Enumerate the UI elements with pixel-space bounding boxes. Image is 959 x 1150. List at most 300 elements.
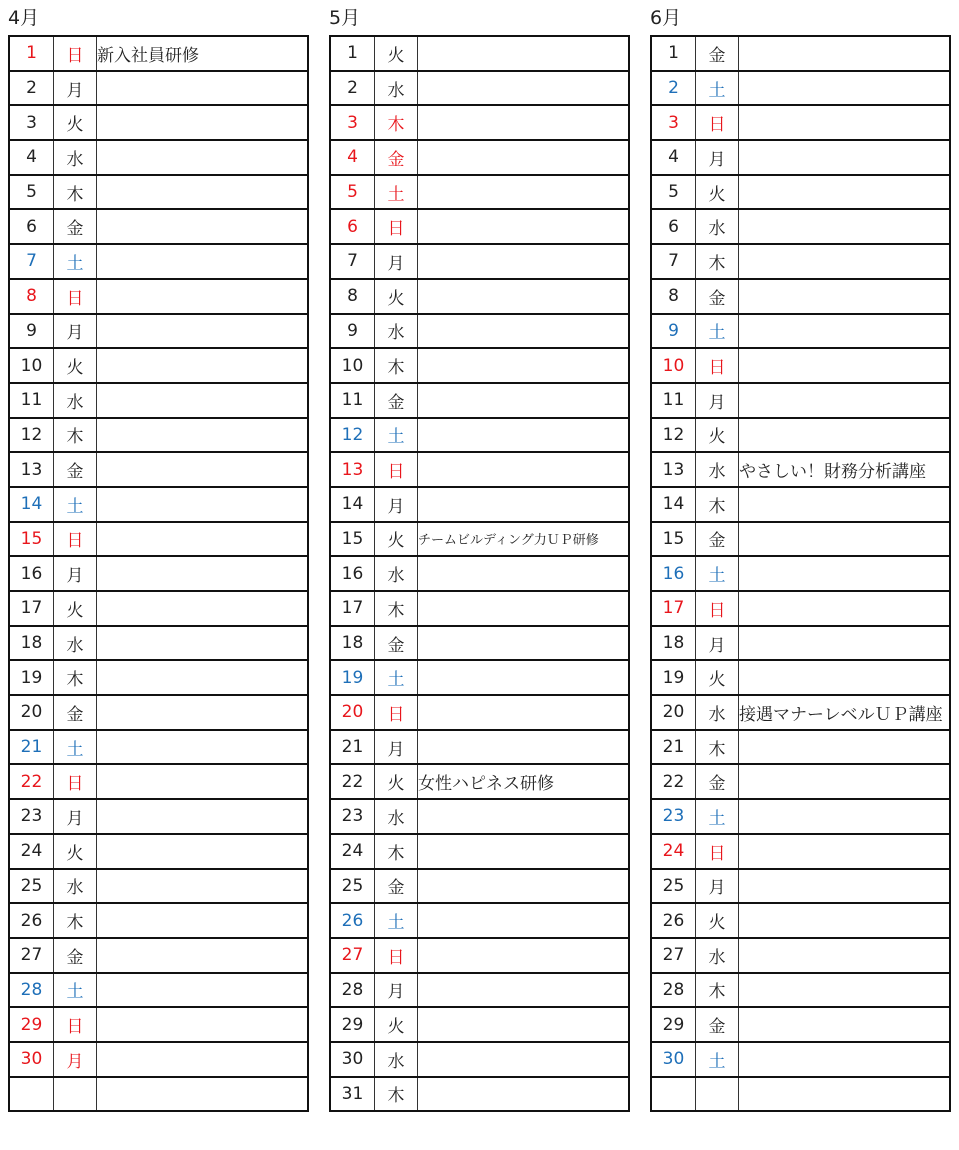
day-number: 7 bbox=[330, 244, 375, 279]
day-number: 5 bbox=[9, 175, 54, 210]
event-cell bbox=[418, 314, 630, 349]
weekday: 月 bbox=[54, 799, 97, 834]
calendar-row bbox=[651, 556, 950, 591]
calendar-row bbox=[330, 36, 629, 71]
event-cell bbox=[418, 660, 630, 695]
calendar-row bbox=[9, 695, 308, 730]
event-cell bbox=[739, 71, 951, 106]
calendar-row bbox=[651, 903, 950, 938]
day-number: 29 bbox=[651, 1007, 696, 1042]
event-cell bbox=[418, 209, 630, 244]
event-cell bbox=[418, 487, 630, 522]
month-june bbox=[650, 0, 951, 1112]
calendar-row bbox=[9, 834, 308, 869]
event-cell: チームビルディング力ＵＰ研修 bbox=[418, 522, 630, 557]
day-number: 26 bbox=[651, 903, 696, 938]
weekday: 土 bbox=[696, 799, 739, 834]
calendar-row bbox=[330, 522, 629, 557]
event-cell bbox=[97, 730, 309, 765]
weekday: 土 bbox=[54, 973, 97, 1008]
weekday: 木 bbox=[375, 1077, 418, 1112]
day-number: 11 bbox=[9, 383, 54, 418]
weekday: 水 bbox=[696, 452, 739, 487]
day-number: 15 bbox=[9, 522, 54, 557]
calendar-row bbox=[330, 556, 629, 591]
event-cell bbox=[418, 1077, 630, 1112]
event-cell bbox=[739, 383, 951, 418]
calendar-row bbox=[9, 522, 308, 557]
calendar-row bbox=[651, 869, 950, 904]
calendar-row bbox=[9, 314, 308, 349]
event-cell bbox=[739, 140, 951, 175]
event-cell bbox=[418, 834, 630, 869]
calendar-row bbox=[9, 175, 308, 210]
calendar-row bbox=[9, 418, 308, 453]
weekday: 日 bbox=[375, 209, 418, 244]
day-number: 18 bbox=[330, 626, 375, 661]
day-number: 28 bbox=[651, 973, 696, 1008]
event-cell bbox=[739, 730, 951, 765]
calendar-row bbox=[9, 36, 308, 71]
weekday: 月 bbox=[375, 730, 418, 765]
event-cell bbox=[739, 799, 951, 834]
day-number: 1 bbox=[9, 36, 54, 71]
weekday: 金 bbox=[375, 626, 418, 661]
day-number: 3 bbox=[651, 105, 696, 140]
day-number: 11 bbox=[330, 383, 375, 418]
calendar-row bbox=[330, 730, 629, 765]
day-number: 26 bbox=[330, 903, 375, 938]
event-cell bbox=[739, 348, 951, 383]
calendar-row bbox=[9, 591, 308, 626]
calendar-row bbox=[651, 799, 950, 834]
calendar-row bbox=[330, 660, 629, 695]
event-cell bbox=[418, 556, 630, 591]
weekday: 金 bbox=[696, 764, 739, 799]
event-cell bbox=[97, 1077, 309, 1112]
day-number: 22 bbox=[330, 764, 375, 799]
calendar-table bbox=[650, 35, 951, 1112]
weekday: 土 bbox=[375, 660, 418, 695]
calendar-row bbox=[330, 695, 629, 730]
weekday: 木 bbox=[54, 175, 97, 210]
weekday: 日 bbox=[696, 105, 739, 140]
day-number: 17 bbox=[9, 591, 54, 626]
day-number: 30 bbox=[651, 1042, 696, 1077]
calendar-row bbox=[651, 105, 950, 140]
day-number: 29 bbox=[330, 1007, 375, 1042]
day-number: 7 bbox=[9, 244, 54, 279]
day-number: 13 bbox=[330, 452, 375, 487]
calendar-row bbox=[330, 71, 629, 106]
event-cell bbox=[418, 105, 630, 140]
calendar-row bbox=[651, 695, 950, 730]
calendar-row bbox=[330, 383, 629, 418]
day-number: 27 bbox=[651, 938, 696, 973]
calendar-row bbox=[330, 1077, 629, 1112]
weekday: 月 bbox=[54, 314, 97, 349]
weekday: 土 bbox=[375, 175, 418, 210]
calendar-row bbox=[330, 452, 629, 487]
day-number: 19 bbox=[651, 660, 696, 695]
weekday: 月 bbox=[696, 626, 739, 661]
calendar-row bbox=[651, 591, 950, 626]
event-cell bbox=[97, 973, 309, 1008]
weekday: 水 bbox=[54, 383, 97, 418]
event-cell bbox=[97, 1042, 309, 1077]
calendar-row bbox=[651, 938, 950, 973]
event-cell bbox=[418, 730, 630, 765]
day-number: 24 bbox=[9, 834, 54, 869]
weekday: 木 bbox=[696, 730, 739, 765]
event-cell bbox=[739, 418, 951, 453]
weekday: 月 bbox=[696, 140, 739, 175]
event-cell bbox=[739, 279, 951, 314]
calendar-row bbox=[651, 660, 950, 695]
day-number: 20 bbox=[9, 695, 54, 730]
weekday: 火 bbox=[696, 175, 739, 210]
calendar-table bbox=[8, 35, 309, 1112]
day-number: 12 bbox=[651, 418, 696, 453]
event-cell bbox=[418, 869, 630, 904]
event-cell: 女性ハピネス研修 bbox=[418, 764, 630, 799]
calendar-row bbox=[651, 244, 950, 279]
event-cell bbox=[739, 834, 951, 869]
weekday: 水 bbox=[696, 695, 739, 730]
weekday: 木 bbox=[54, 903, 97, 938]
event-cell bbox=[739, 105, 951, 140]
calendar-row bbox=[9, 764, 308, 799]
month-title: 5月 bbox=[329, 7, 361, 29]
calendar-row bbox=[330, 764, 629, 799]
day-number: 14 bbox=[651, 487, 696, 522]
event-cell bbox=[739, 1077, 951, 1112]
event-cell bbox=[739, 556, 951, 591]
event-cell bbox=[418, 1042, 630, 1077]
month-may bbox=[329, 0, 630, 1112]
weekday: 日 bbox=[375, 938, 418, 973]
calendar-row bbox=[651, 36, 950, 71]
weekday: 火 bbox=[375, 36, 418, 71]
weekday: 木 bbox=[54, 660, 97, 695]
event-cell bbox=[97, 799, 309, 834]
day-number: 6 bbox=[9, 209, 54, 244]
day-number: 14 bbox=[9, 487, 54, 522]
event-cell bbox=[739, 626, 951, 661]
calendar-row bbox=[651, 834, 950, 869]
event-cell bbox=[418, 244, 630, 279]
event-cell: 新入社員研修 bbox=[97, 36, 309, 71]
weekday: 日 bbox=[54, 36, 97, 71]
weekday: 土 bbox=[375, 418, 418, 453]
event-cell bbox=[418, 383, 630, 418]
calendar-row bbox=[330, 626, 629, 661]
event-cell bbox=[739, 522, 951, 557]
calendar-row bbox=[9, 348, 308, 383]
weekday: 金 bbox=[54, 209, 97, 244]
calendar-row bbox=[330, 973, 629, 1008]
day-number: 5 bbox=[330, 175, 375, 210]
weekday: 水 bbox=[375, 556, 418, 591]
day-number: 24 bbox=[330, 834, 375, 869]
event-cell bbox=[97, 522, 309, 557]
calendar-row bbox=[651, 209, 950, 244]
event-cell bbox=[418, 695, 630, 730]
calendar-row bbox=[651, 973, 950, 1008]
day-number: 16 bbox=[651, 556, 696, 591]
day-number: 27 bbox=[9, 938, 54, 973]
weekday: 火 bbox=[54, 348, 97, 383]
weekday: 木 bbox=[696, 244, 739, 279]
event-cell bbox=[97, 71, 309, 106]
day-number: 27 bbox=[330, 938, 375, 973]
event-cell bbox=[739, 660, 951, 695]
day-number: 1 bbox=[330, 36, 375, 71]
day-number: 12 bbox=[330, 418, 375, 453]
weekday: 火 bbox=[375, 1007, 418, 1042]
calendar-row bbox=[330, 279, 629, 314]
calendar-row bbox=[330, 209, 629, 244]
calendar-row bbox=[651, 348, 950, 383]
calendar-row bbox=[330, 244, 629, 279]
day-number: 8 bbox=[330, 279, 375, 314]
day-number: 6 bbox=[330, 209, 375, 244]
day-number: 14 bbox=[330, 487, 375, 522]
calendar-row bbox=[330, 418, 629, 453]
calendar-row bbox=[651, 626, 950, 661]
weekday: 水 bbox=[54, 869, 97, 904]
calendar-row bbox=[651, 71, 950, 106]
day-number: 15 bbox=[651, 522, 696, 557]
event-cell bbox=[418, 973, 630, 1008]
weekday: 火 bbox=[54, 591, 97, 626]
calendar-row bbox=[330, 834, 629, 869]
day-number: 3 bbox=[9, 105, 54, 140]
weekday: 火 bbox=[696, 418, 739, 453]
calendar-row bbox=[330, 105, 629, 140]
day-number: 23 bbox=[330, 799, 375, 834]
event-cell bbox=[418, 71, 630, 106]
event-cell bbox=[418, 452, 630, 487]
day-number: 20 bbox=[330, 695, 375, 730]
day-number: 8 bbox=[9, 279, 54, 314]
calendar-row bbox=[330, 591, 629, 626]
day-number: 21 bbox=[330, 730, 375, 765]
day-number: 16 bbox=[330, 556, 375, 591]
day-number: 18 bbox=[9, 626, 54, 661]
calendar-row bbox=[9, 556, 308, 591]
day-number: 11 bbox=[651, 383, 696, 418]
day-number: 28 bbox=[9, 973, 54, 1008]
event-cell bbox=[739, 314, 951, 349]
event-cell bbox=[739, 36, 951, 71]
event-cell bbox=[97, 695, 309, 730]
day-number: 13 bbox=[9, 452, 54, 487]
weekday: 木 bbox=[375, 348, 418, 383]
weekday: 金 bbox=[696, 279, 739, 314]
event-cell bbox=[739, 1007, 951, 1042]
calendar-row bbox=[651, 175, 950, 210]
day-number: 18 bbox=[651, 626, 696, 661]
weekday: 日 bbox=[54, 279, 97, 314]
calendar-row bbox=[9, 140, 308, 175]
day-number: 3 bbox=[330, 105, 375, 140]
calendar-row bbox=[651, 140, 950, 175]
event-cell bbox=[97, 834, 309, 869]
event-cell bbox=[97, 591, 309, 626]
day-number: 30 bbox=[9, 1042, 54, 1077]
calendar-row bbox=[9, 730, 308, 765]
calendar-row bbox=[651, 1077, 950, 1112]
event-cell bbox=[739, 869, 951, 904]
calendar-row bbox=[9, 903, 308, 938]
event-cell bbox=[739, 487, 951, 522]
calendar-row bbox=[330, 1042, 629, 1077]
event-cell bbox=[739, 1042, 951, 1077]
calendar-row bbox=[9, 71, 308, 106]
day-number: 19 bbox=[330, 660, 375, 695]
weekday: 水 bbox=[696, 938, 739, 973]
weekday: 土 bbox=[54, 244, 97, 279]
event-cell bbox=[97, 418, 309, 453]
event-cell bbox=[418, 591, 630, 626]
month-title: 6月 bbox=[650, 7, 682, 29]
calendar-row bbox=[9, 105, 308, 140]
weekday: 水 bbox=[696, 209, 739, 244]
day-number: 9 bbox=[9, 314, 54, 349]
calendar-row bbox=[651, 383, 950, 418]
weekday: 金 bbox=[375, 383, 418, 418]
day-number: 17 bbox=[651, 591, 696, 626]
event-cell bbox=[739, 938, 951, 973]
day-number: 10 bbox=[9, 348, 54, 383]
event-cell bbox=[418, 626, 630, 661]
weekday: 火 bbox=[375, 764, 418, 799]
event-cell bbox=[739, 973, 951, 1008]
calendar-row bbox=[330, 314, 629, 349]
event-cell bbox=[97, 383, 309, 418]
calendar-row bbox=[9, 1042, 308, 1077]
event-cell bbox=[739, 591, 951, 626]
event-cell bbox=[418, 36, 630, 71]
weekday: 木 bbox=[696, 487, 739, 522]
calendar-row bbox=[9, 660, 308, 695]
calendar-row bbox=[330, 938, 629, 973]
calendar-row bbox=[651, 418, 950, 453]
event-cell bbox=[418, 140, 630, 175]
day-number: 23 bbox=[651, 799, 696, 834]
event-cell bbox=[97, 452, 309, 487]
day-number: 23 bbox=[9, 799, 54, 834]
calendar-row bbox=[651, 487, 950, 522]
weekday: 日 bbox=[696, 834, 739, 869]
day-number: 4 bbox=[651, 140, 696, 175]
weekday: 火 bbox=[375, 279, 418, 314]
weekday: 土 bbox=[375, 903, 418, 938]
weekday: 月 bbox=[54, 556, 97, 591]
day-number: 20 bbox=[651, 695, 696, 730]
event-cell bbox=[418, 348, 630, 383]
day-number: 1 bbox=[651, 36, 696, 71]
weekday: 火 bbox=[696, 903, 739, 938]
weekday: 月 bbox=[375, 973, 418, 1008]
day-number: 25 bbox=[330, 869, 375, 904]
event-cell bbox=[97, 869, 309, 904]
weekday: 日 bbox=[696, 348, 739, 383]
day-number: 21 bbox=[651, 730, 696, 765]
weekday: 水 bbox=[54, 626, 97, 661]
weekday: 日 bbox=[54, 1007, 97, 1042]
weekday: 木 bbox=[375, 834, 418, 869]
weekday: 金 bbox=[696, 522, 739, 557]
calendar-row bbox=[9, 869, 308, 904]
calendar-row bbox=[9, 1007, 308, 1042]
weekday: 土 bbox=[696, 1042, 739, 1077]
day-number: 26 bbox=[9, 903, 54, 938]
day-number: 9 bbox=[651, 314, 696, 349]
event-cell: やさしい！財務分析講座 bbox=[739, 452, 951, 487]
weekday: 金 bbox=[54, 452, 97, 487]
day-number: 24 bbox=[651, 834, 696, 869]
day-number: 4 bbox=[330, 140, 375, 175]
day-number: 13 bbox=[651, 452, 696, 487]
event-cell bbox=[739, 244, 951, 279]
weekday: 水 bbox=[375, 799, 418, 834]
event-cell bbox=[418, 938, 630, 973]
weekday: 木 bbox=[375, 591, 418, 626]
day-number: 9 bbox=[330, 314, 375, 349]
weekday: 月 bbox=[54, 71, 97, 106]
weekday: 日 bbox=[375, 695, 418, 730]
weekday: 日 bbox=[696, 591, 739, 626]
month-april bbox=[8, 0, 309, 1112]
day-number: 6 bbox=[651, 209, 696, 244]
day-number: 30 bbox=[330, 1042, 375, 1077]
event-cell bbox=[97, 209, 309, 244]
weekday: 土 bbox=[696, 314, 739, 349]
calendar-row bbox=[9, 799, 308, 834]
weekday: 金 bbox=[54, 938, 97, 973]
event-cell bbox=[97, 626, 309, 661]
weekday: 土 bbox=[696, 71, 739, 106]
weekday: 水 bbox=[375, 1042, 418, 1077]
weekday: 月 bbox=[375, 487, 418, 522]
calendar-row bbox=[651, 730, 950, 765]
weekday: 日 bbox=[54, 522, 97, 557]
day-number: 4 bbox=[9, 140, 54, 175]
month-title: 4月 bbox=[8, 7, 40, 29]
day-number: 17 bbox=[330, 591, 375, 626]
event-cell bbox=[97, 1007, 309, 1042]
weekday: 水 bbox=[54, 140, 97, 175]
event-cell bbox=[97, 175, 309, 210]
weekday: 月 bbox=[696, 383, 739, 418]
day-number: 8 bbox=[651, 279, 696, 314]
calendar-row bbox=[330, 869, 629, 904]
weekday: 火 bbox=[375, 522, 418, 557]
weekday: 金 bbox=[375, 869, 418, 904]
weekday: 金 bbox=[54, 695, 97, 730]
day-number: 7 bbox=[651, 244, 696, 279]
weekday: 日 bbox=[54, 764, 97, 799]
calendar-row bbox=[651, 279, 950, 314]
weekday: 土 bbox=[54, 730, 97, 765]
event-cell bbox=[739, 903, 951, 938]
event-cell bbox=[97, 279, 309, 314]
event-cell: 接遇マナーレベルＵＰ講座 bbox=[739, 695, 951, 730]
event-cell bbox=[97, 244, 309, 279]
calendar-row bbox=[9, 244, 308, 279]
